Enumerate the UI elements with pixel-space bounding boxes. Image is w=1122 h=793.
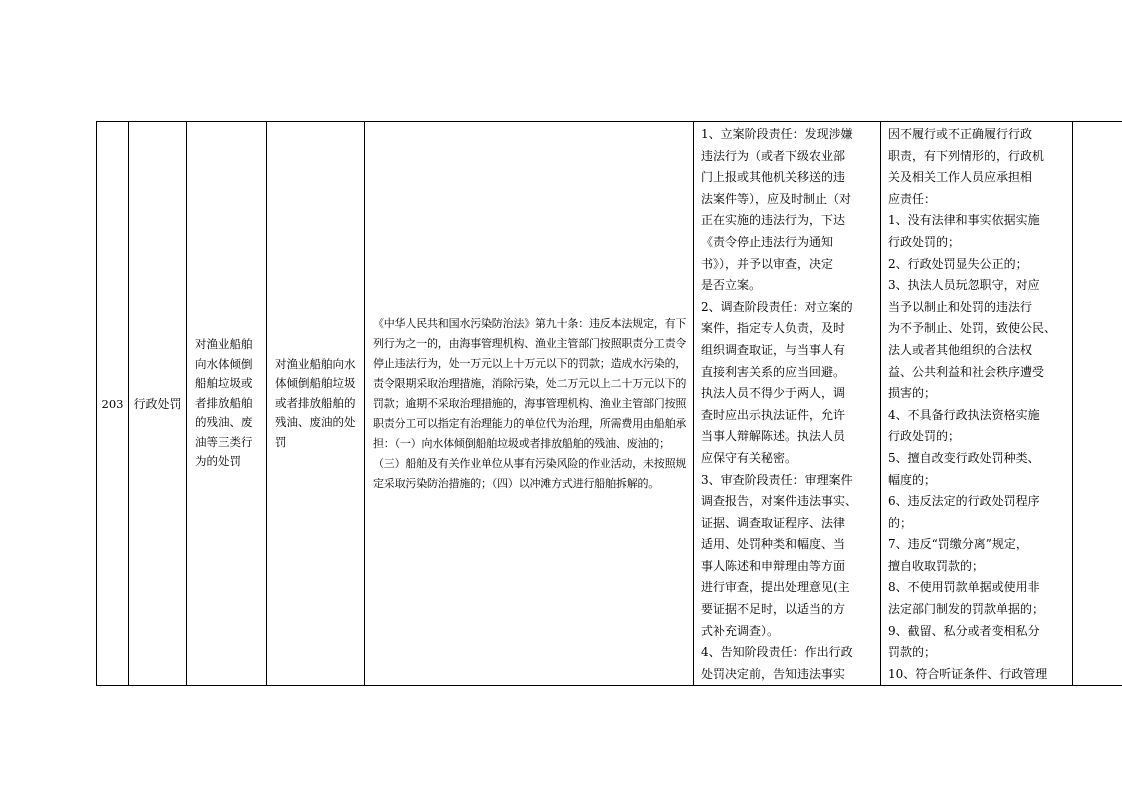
responsibility-line: 事人陈述和申辩理由等方面	[701, 558, 846, 573]
responsibility-line: 1、立案阶段责任：发现涉嫌	[701, 127, 853, 141]
accountability-line: 损害的；	[888, 386, 937, 401]
responsibility-matters	[694, 122, 881, 686]
accountability-line: 5、擅自改变行政处罚种类、	[888, 450, 1040, 465]
accountability-line: 行政处罚的；	[888, 429, 961, 444]
responsibility-line: 应保守有关秘密。	[701, 450, 798, 465]
accountability-line: 的；	[888, 515, 913, 530]
accountability-line: 幅度的；	[888, 472, 937, 487]
responsibility-line: 调查报告，对案件违法事实、	[701, 494, 858, 509]
accountability-line: 益、公共利益和社会秩序遭受	[888, 364, 1045, 379]
responsibility-line: 适用、处罚种类和幅度、当	[701, 537, 846, 552]
item-name: 对渔业船舶向水体倾倒船舶垃圾或者排放船舶的残油、废油等三类行为的处罚	[187, 122, 267, 686]
accountability-line: 职责，有下列情形的，行政机	[888, 148, 1045, 163]
accountability-line: 因不履行或不正确履行行政	[888, 127, 1033, 141]
responsibility-line: 法案件等），应及时制止（对	[701, 191, 852, 206]
responsibility-line: 书》），并予以审查，决定	[701, 256, 834, 271]
legal-basis: 《中华人民共和国水污染防治法》第九十条：违反本法规定，有下列行为之一的，由海事管理机构、渔业主管部门按照职责分工责令停止违法行为，处一万元以上十万元以下的罚款；造成水污染的，责令限期采取治理措施，消除污染，处二万元以上二十万元以下的罚款；逾期不采取治理措施的，海事管理机构、渔业主管部门按照职责分工可以指定有治理能力的单位代为治理，所需费用由船舶承担：（一）向水体倾倒船舶垃圾或者排放船舶的残油、废油的；（三）船舶及有关作业单位从事有污染风险的作业活动，未按照规定采取污染防治措施的；（四）以冲滩方式进行船舶拆解的。	[365, 122, 694, 686]
responsibility-line: 正在实施的违法行为，下达	[701, 213, 846, 228]
remarks	[1073, 122, 1122, 686]
responsibility-line: 2、调查阶段责任：对立案的	[701, 299, 853, 314]
responsibility-line: 案件，指定专人负责，及时	[701, 321, 846, 336]
accountability-line: 应责任：	[888, 191, 937, 206]
accountability-line: 法人或者其他组织的合法权	[888, 342, 1033, 357]
accountability-line: 擅自收取罚款的；	[888, 558, 985, 573]
responsibility-line: 组织调查取证，与当事人有	[701, 342, 846, 357]
sub-item-name: 对渔业船舶向水体倾倒船舶垃圾或者排放船舶的残油、废油的处罚	[267, 122, 365, 686]
table-row	[97, 122, 1122, 686]
responsibility-line: 进行审查，提出处理意见(主	[701, 580, 850, 595]
responsibility-lines	[701, 124, 876, 685]
responsibility-line: 证据、调查取证程序、法律	[701, 515, 846, 530]
accountability-line: 9、截留、私分或者变相私分	[888, 623, 1040, 638]
responsibility-line: 是否立案。	[701, 278, 762, 293]
responsibility-line: 3、审查阶段责任：审理案件	[701, 472, 853, 487]
accountability-lines	[888, 124, 1068, 685]
accountability-line: 4、不具备行政执法资格实施	[888, 407, 1040, 422]
responsibility-line: 要证据不足时，以适当的方	[701, 602, 846, 617]
responsibility-line: 式补充调查）。	[701, 623, 780, 638]
accountability-line: 法定部门制发的罚款单据的；	[888, 602, 1045, 617]
power-list-table	[96, 121, 1122, 686]
accountability-line: 7、违反“罚缴分离”规定，	[888, 537, 1028, 552]
row-number: 203	[97, 122, 129, 686]
responsibility-line: 查时应出示执法证件，允许	[701, 407, 846, 422]
accountability-situations	[881, 122, 1073, 686]
power-category: 行政处罚	[129, 122, 187, 686]
accountability-line: 6、违反法定的行政处罚程序	[888, 494, 1040, 509]
accountability-line: 罚款的；	[888, 645, 937, 660]
accountability-line: 当予以制止和处罚的违法行	[888, 299, 1033, 314]
responsibility-line: 当事人辩解陈述。执法人员	[701, 429, 846, 444]
accountability-line: 3、执法人员玩忽职守，对应	[888, 278, 1040, 293]
responsibility-line: 执法人员不得少于两人，调	[701, 386, 846, 401]
responsibility-line: 4、告知阶段责任：作出行政	[701, 645, 853, 660]
accountability-line: 行政处罚的；	[888, 234, 961, 249]
accountability-line: 关及相关工作人员应承担相	[888, 170, 1033, 185]
accountability-line: 2、行政处罚显失公正的；	[888, 256, 1028, 271]
accountability-line: 为不予制止、处罚，致使公民、	[888, 321, 1057, 336]
responsibility-line: 《责令停止违法行为通知	[701, 234, 834, 249]
responsibility-line: 门上报或其他机关移送的违	[701, 170, 846, 185]
accountability-line: 8、不使用罚款单据或使用非	[888, 580, 1040, 595]
accountability-line: 1、没有法律和事实依据实施	[888, 213, 1040, 228]
responsibility-line: 处罚决定前，告知违法事实	[701, 666, 846, 681]
accountability-line: 10、符合听证条件、行政管理	[888, 666, 1048, 681]
responsibility-line: 违法行为（或者下级农业部	[701, 148, 846, 163]
responsibility-line: 直接利害关系的应当回避。	[701, 364, 846, 379]
